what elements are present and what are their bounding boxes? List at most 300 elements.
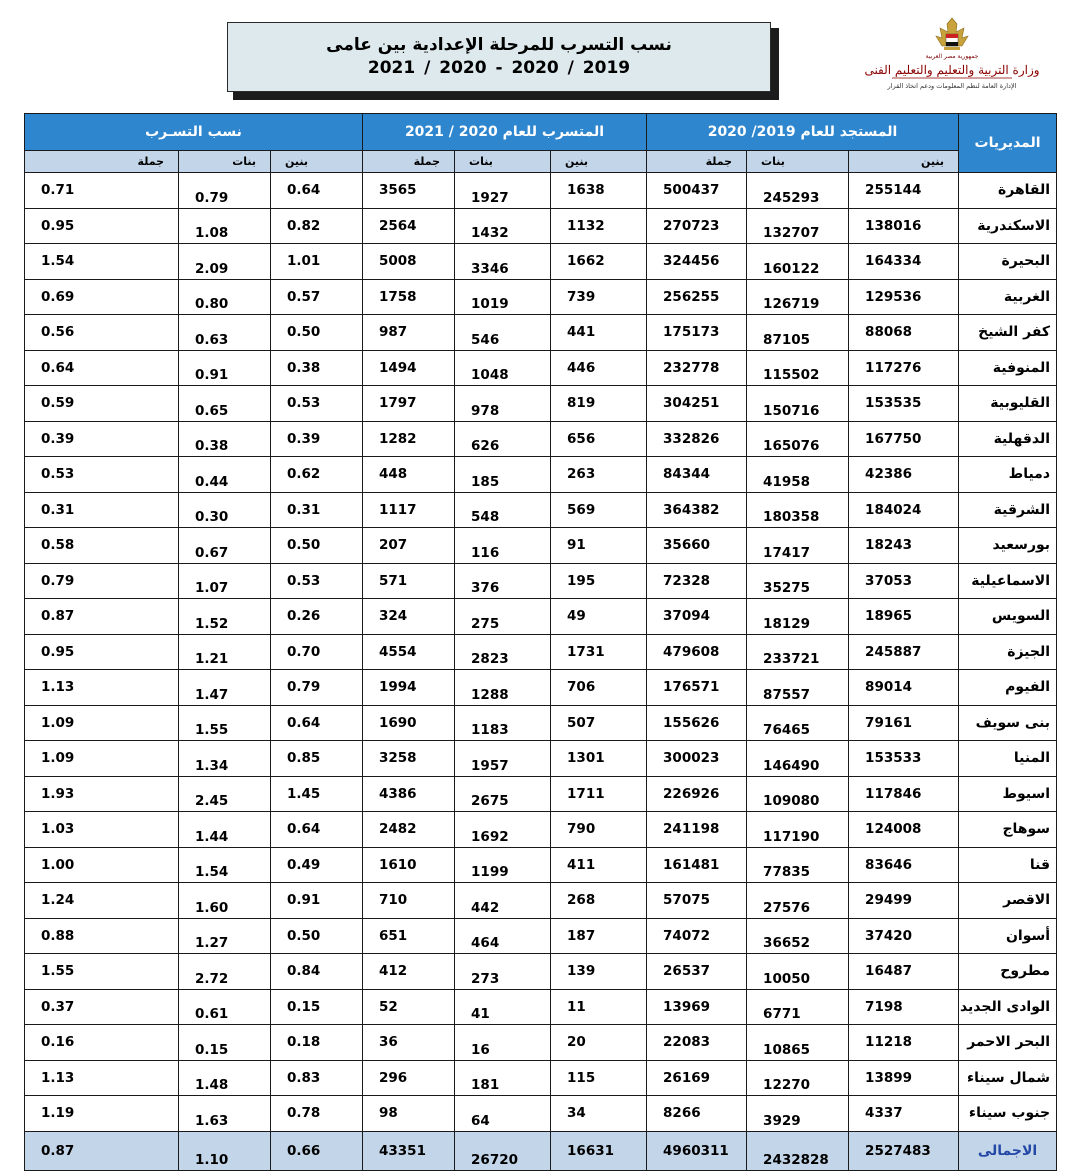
cell-et: 22083 [647,1025,747,1061]
cell-dg: 3346 [455,244,551,280]
subheader-total: جملة [25,151,179,173]
cell-rg: 2.09 [179,244,271,280]
table-row [25,634,1057,670]
cell-dt: 710 [363,883,455,919]
cell-eg: 150716 [747,386,849,422]
cell-rt: 0.69 [25,279,179,315]
table-row [25,918,1057,954]
cell-rg: 1.44 [179,812,271,848]
directorate-name: الاسكندرية [959,208,1057,244]
cell-eg: 36652 [747,918,849,954]
cell-rg: 0.30 [179,492,271,528]
cell-dt: 98 [363,1096,455,1132]
cell-et: 241198 [647,812,747,848]
cell-eg: 76465 [747,705,849,741]
directorate-name: الشرقية [959,492,1057,528]
cell-eg: 245293 [747,173,849,209]
cell-et: 332826 [647,421,747,457]
cell-eb: 164334 [849,244,959,280]
cell-eb: 138016 [849,208,959,244]
cell-et: 84344 [647,457,747,493]
cell-et: 324456 [647,244,747,280]
table-row [25,741,1057,777]
cell-et: 37094 [647,599,747,635]
cell-rt: 1.19 [25,1096,179,1132]
cell-rb: 0.64 [271,173,363,209]
cell-et: 270723 [647,208,747,244]
header-dropped: المتسرب للعام 2020 / 2021 [363,114,647,151]
cell-eg: 12270 [747,1060,849,1096]
cell-dt: 1758 [363,279,455,315]
cell-rt: 0.59 [25,386,179,422]
directorate-name: المنوفية [959,350,1057,386]
cell-db: 790 [551,812,647,848]
cell-et: 226926 [647,776,747,812]
cell-rt: 0.16 [25,1025,179,1061]
cell-et: 13969 [647,989,747,1025]
cell-db: 507 [551,705,647,741]
cell-rt: 0.95 [25,634,179,670]
cell-rg: 1.07 [179,563,271,599]
cell-rb: 0.79 [271,670,363,706]
cell-rt: 0.39 [25,421,179,457]
cell-et: 26537 [647,954,747,990]
cell-eb: 11218 [849,1025,959,1061]
cell-dt: 5008 [363,244,455,280]
cell-rb: 0.64 [271,705,363,741]
table-row [25,954,1057,990]
cell-eg: 180358 [747,492,849,528]
cell-eb: 129536 [849,279,959,315]
cell-dg: 275 [455,599,551,635]
cell-dg: 26720 [455,1131,551,1170]
cell-et: 35660 [647,528,747,564]
cell-et: 74072 [647,918,747,954]
cell-rb: 0.83 [271,1060,363,1096]
cell-db: 263 [551,457,647,493]
cell-rb: 0.26 [271,599,363,635]
cell-eg: 87557 [747,670,849,706]
cell-rt: 0.53 [25,457,179,493]
cell-eb: 37420 [849,918,959,954]
cell-rg: 1.48 [179,1060,271,1096]
cell-eb: 83646 [849,847,959,883]
header-enrolled: المستجد للعام 2019/ 2020 [647,114,959,151]
cell-dt: 412 [363,954,455,990]
cell-eg: 17417 [747,528,849,564]
cell-rt: 1.93 [25,776,179,812]
directorate-name: أسوان [959,918,1057,954]
cell-eb: 37053 [849,563,959,599]
directorate-name: سوهاج [959,812,1057,848]
directorate-name: المنيا [959,741,1057,777]
cell-rt: 1.55 [25,954,179,990]
subheader-total: جملة [647,151,747,173]
cell-eg: 27576 [747,883,849,919]
cell-et: 26169 [647,1060,747,1096]
directorate-name: الاقصر [959,883,1057,919]
cell-eb: 4337 [849,1096,959,1132]
directorate-name: شمال سيناء [959,1060,1057,1096]
cell-et: 175173 [647,315,747,351]
cell-dg: 2823 [455,634,551,670]
cell-eg: 126719 [747,279,849,315]
cell-et: 161481 [647,847,747,883]
cell-db: 91 [551,528,647,564]
cell-dt: 2482 [363,812,455,848]
directorate-name: الجيزة [959,634,1057,670]
cell-eb: 117276 [849,350,959,386]
subheader-boys: بنين [551,151,647,173]
subheader-total: جملة [363,151,455,173]
cell-db: 187 [551,918,647,954]
page-subtitle-years: 2021 / 2020 - 2020 / 2019 [367,58,631,78]
table-row [25,173,1057,209]
cell-db: 268 [551,883,647,919]
cell-rg: 0.38 [179,421,271,457]
cell-rt: 0.95 [25,208,179,244]
cell-dt: 1494 [363,350,455,386]
subheader-boys: بنين [849,151,959,173]
cell-dt: 1610 [363,847,455,883]
cell-eg: 160122 [747,244,849,280]
cell-rb: 0.31 [271,492,363,528]
cell-rg: 1.27 [179,918,271,954]
cell-rg: 0.44 [179,457,271,493]
cell-eb: 124008 [849,812,959,848]
cell-dg: 273 [455,954,551,990]
cell-db: 1301 [551,741,647,777]
cell-dt: 1690 [363,705,455,741]
cell-rg: 0.63 [179,315,271,351]
cell-rb: 0.50 [271,315,363,351]
cell-rt: 1.03 [25,812,179,848]
header-rates: نسب التسـرب [25,114,363,151]
cell-et: 176571 [647,670,747,706]
cell-dg: 464 [455,918,551,954]
cell-rb: 0.85 [271,741,363,777]
cell-rg: 1.55 [179,705,271,741]
cell-dg: 442 [455,883,551,919]
dropout-table [24,113,1057,1171]
subheader-girls: بنات [455,151,551,173]
page-title: نسب التسرب للمرحلة الإعدادية بين عامى [326,35,672,55]
cell-dg: 978 [455,386,551,422]
cell-rt: 0.56 [25,315,179,351]
cell-et: 155626 [647,705,747,741]
table-row [25,883,1057,919]
cell-dg: 1432 [455,208,551,244]
cell-eb: 29499 [849,883,959,919]
cell-dt: 1994 [363,670,455,706]
cell-dg: 546 [455,315,551,351]
dropout-table-wrapper [24,113,1056,1171]
cell-rt: 1.24 [25,883,179,919]
cell-dg: 16 [455,1025,551,1061]
cell-rb: 0.82 [271,208,363,244]
cell-rg: 2.72 [179,954,271,990]
cell-rg: 0.91 [179,350,271,386]
cell-dt: 1282 [363,421,455,457]
cell-rb: 0.70 [271,634,363,670]
cell-eg: 18129 [747,599,849,635]
table-total-row [25,1131,1057,1170]
table-row [25,386,1057,422]
cell-dg: 1048 [455,350,551,386]
header-directorates: المديريات [959,114,1057,173]
table-row [25,563,1057,599]
cell-dt: 4554 [363,634,455,670]
cell-rg: 1.34 [179,741,271,777]
directorate-name: الاجمالى [959,1131,1057,1170]
cell-rt: 1.09 [25,741,179,777]
cell-db: 706 [551,670,647,706]
cell-rt: 0.71 [25,173,179,209]
cell-db: 739 [551,279,647,315]
cell-eb: 79161 [849,705,959,741]
cell-eg: 10865 [747,1025,849,1061]
directorate-name: البحيرة [959,244,1057,280]
table-row [25,421,1057,457]
cell-dt: 1117 [363,492,455,528]
cell-dg: 1183 [455,705,551,741]
table-row [25,528,1057,564]
table-row [25,776,1057,812]
cell-dg: 181 [455,1060,551,1096]
table-row [25,847,1057,883]
table-row [25,208,1057,244]
cell-eb: 7198 [849,989,959,1025]
cell-dg: 1199 [455,847,551,883]
cell-eb: 184024 [849,492,959,528]
cell-rb: 0.66 [271,1131,363,1170]
table-row [25,599,1057,635]
cell-rt: 0.88 [25,918,179,954]
cell-dt: 207 [363,528,455,564]
cell-db: 1638 [551,173,647,209]
cell-rb: 0.39 [271,421,363,457]
cell-rt: 1.54 [25,244,179,280]
cell-rg: 0.61 [179,989,271,1025]
cell-dt: 52 [363,989,455,1025]
cell-rg: 1.54 [179,847,271,883]
directorate-name: بنى سويف [959,705,1057,741]
cell-et: 304251 [647,386,747,422]
cell-eb: 153535 [849,386,959,422]
cell-db: 441 [551,315,647,351]
cell-rg: 1.60 [179,883,271,919]
cell-dg: 2675 [455,776,551,812]
cell-db: 819 [551,386,647,422]
cell-dt: 43351 [363,1131,455,1170]
directorate-name: الاسماعيلية [959,563,1057,599]
cell-db: 115 [551,1060,647,1096]
cell-rb: 1.01 [271,244,363,280]
cell-rb: 0.50 [271,918,363,954]
cell-dg: 1288 [455,670,551,706]
cell-dg: 116 [455,528,551,564]
cell-dg: 626 [455,421,551,457]
cell-dg: 1692 [455,812,551,848]
cell-db: 1711 [551,776,647,812]
cell-eb: 245887 [849,634,959,670]
directorate-name: مطروح [959,954,1057,990]
cell-db: 11 [551,989,647,1025]
cell-rb: 0.78 [271,1096,363,1132]
cell-rt: 0.58 [25,528,179,564]
svg-text:وزارة التربية والتعليم والتعلي: وزارة التربية والتعليم والتعليم الفنى [864,63,1040,77]
cell-dt: 3258 [363,741,455,777]
cell-et: 57075 [647,883,747,919]
directorate-name: القاهرة [959,173,1057,209]
cell-eg: 41958 [747,457,849,493]
cell-db: 16631 [551,1131,647,1170]
cell-rt: 0.37 [25,989,179,1025]
cell-dt: 324 [363,599,455,635]
cell-eg: 2432828 [747,1131,849,1170]
cell-rg: 0.65 [179,386,271,422]
svg-text:جمهورية مصر العربية: جمهورية مصر العربية [925,53,979,60]
cell-et: 4960311 [647,1131,747,1170]
directorate-name: بورسعيد [959,528,1057,564]
cell-et: 479608 [647,634,747,670]
directorate-name: كفر الشيخ [959,315,1057,351]
cell-db: 195 [551,563,647,599]
cell-db: 34 [551,1096,647,1132]
subheader-boys: بنين [271,151,363,173]
cell-eg: 10050 [747,954,849,990]
cell-dg: 64 [455,1096,551,1132]
cell-rb: 0.53 [271,563,363,599]
table-row [25,492,1057,528]
cell-eb: 153533 [849,741,959,777]
cell-rg: 0.79 [179,173,271,209]
cell-rg: 0.15 [179,1025,271,1061]
cell-rb: 0.53 [271,386,363,422]
cell-rt: 0.64 [25,350,179,386]
cell-db: 139 [551,954,647,990]
cell-eb: 167750 [849,421,959,457]
table-row [25,812,1057,848]
cell-rg: 1.47 [179,670,271,706]
cell-rt: 1.13 [25,1060,179,1096]
cell-rb: 0.62 [271,457,363,493]
cell-rt: 0.79 [25,563,179,599]
eagle-emblem-icon [936,18,968,50]
cell-eg: 146490 [747,741,849,777]
cell-rg: 1.63 [179,1096,271,1132]
cell-eb: 16487 [849,954,959,990]
cell-rb: 0.38 [271,350,363,386]
directorate-name: الغربية [959,279,1057,315]
cell-dg: 1957 [455,741,551,777]
cell-et: 500437 [647,173,747,209]
cell-dt: 296 [363,1060,455,1096]
cell-db: 49 [551,599,647,635]
cell-eb: 42386 [849,457,959,493]
table-row [25,1096,1057,1132]
cell-dt: 4386 [363,776,455,812]
cell-db: 411 [551,847,647,883]
directorate-name: اسيوط [959,776,1057,812]
cell-rg: 2.45 [179,776,271,812]
cell-eg: 117190 [747,812,849,848]
directorate-name: السويس [959,599,1057,635]
cell-rg: 1.52 [179,599,271,635]
directorate-name: دمياط [959,457,1057,493]
cell-db: 1132 [551,208,647,244]
cell-dt: 2564 [363,208,455,244]
directorate-name: الدقهلية [959,421,1057,457]
cell-dt: 571 [363,563,455,599]
cell-eg: 165076 [747,421,849,457]
ministry-logo [864,12,1040,100]
cell-eb: 117846 [849,776,959,812]
cell-et: 300023 [647,741,747,777]
title-box [227,22,771,92]
cell-eb: 13899 [849,1060,959,1096]
cell-eb: 18965 [849,599,959,635]
cell-dg: 1019 [455,279,551,315]
cell-rg: 1.08 [179,208,271,244]
cell-et: 8266 [647,1096,747,1132]
cell-eg: 87105 [747,315,849,351]
cell-rt: 0.87 [25,1131,179,1170]
directorate-name: القليوبية [959,386,1057,422]
cell-eg: 3929 [747,1096,849,1132]
directorate-name: قنا [959,847,1057,883]
cell-rb: 0.64 [271,812,363,848]
table-row [25,350,1057,386]
table-row [25,279,1057,315]
cell-rb: 0.49 [271,847,363,883]
cell-dt: 3565 [363,173,455,209]
cell-eb: 88068 [849,315,959,351]
cell-et: 364382 [647,492,747,528]
table-row [25,1060,1057,1096]
cell-db: 20 [551,1025,647,1061]
cell-dg: 41 [455,989,551,1025]
cell-rb: 0.84 [271,954,363,990]
cell-db: 1731 [551,634,647,670]
cell-eg: 35275 [747,563,849,599]
cell-rt: 1.00 [25,847,179,883]
cell-dt: 651 [363,918,455,954]
cell-rb: 0.57 [271,279,363,315]
cell-eg: 115502 [747,350,849,386]
cell-db: 569 [551,492,647,528]
svg-text:الإدارة العامة لنظم المعلومات: الإدارة العامة لنظم المعلومات ودعم اتخاذ القرار [887,82,1017,90]
cell-dt: 1797 [363,386,455,422]
table-row [25,989,1057,1025]
cell-eg: 132707 [747,208,849,244]
directorate-name: البحر الاحمر [959,1025,1057,1061]
cell-db: 1662 [551,244,647,280]
cell-rg: 0.67 [179,528,271,564]
table-row [25,705,1057,741]
cell-et: 72328 [647,563,747,599]
table-row [25,315,1057,351]
table-row [25,244,1057,280]
directorate-name: الوادى الجديد [959,989,1057,1025]
cell-eg: 77835 [747,847,849,883]
cell-et: 256255 [647,279,747,315]
cell-rb: 0.15 [271,989,363,1025]
cell-eb: 2527483 [849,1131,959,1170]
table-row [25,457,1057,493]
cell-dg: 548 [455,492,551,528]
directorate-name: الفيوم [959,670,1057,706]
